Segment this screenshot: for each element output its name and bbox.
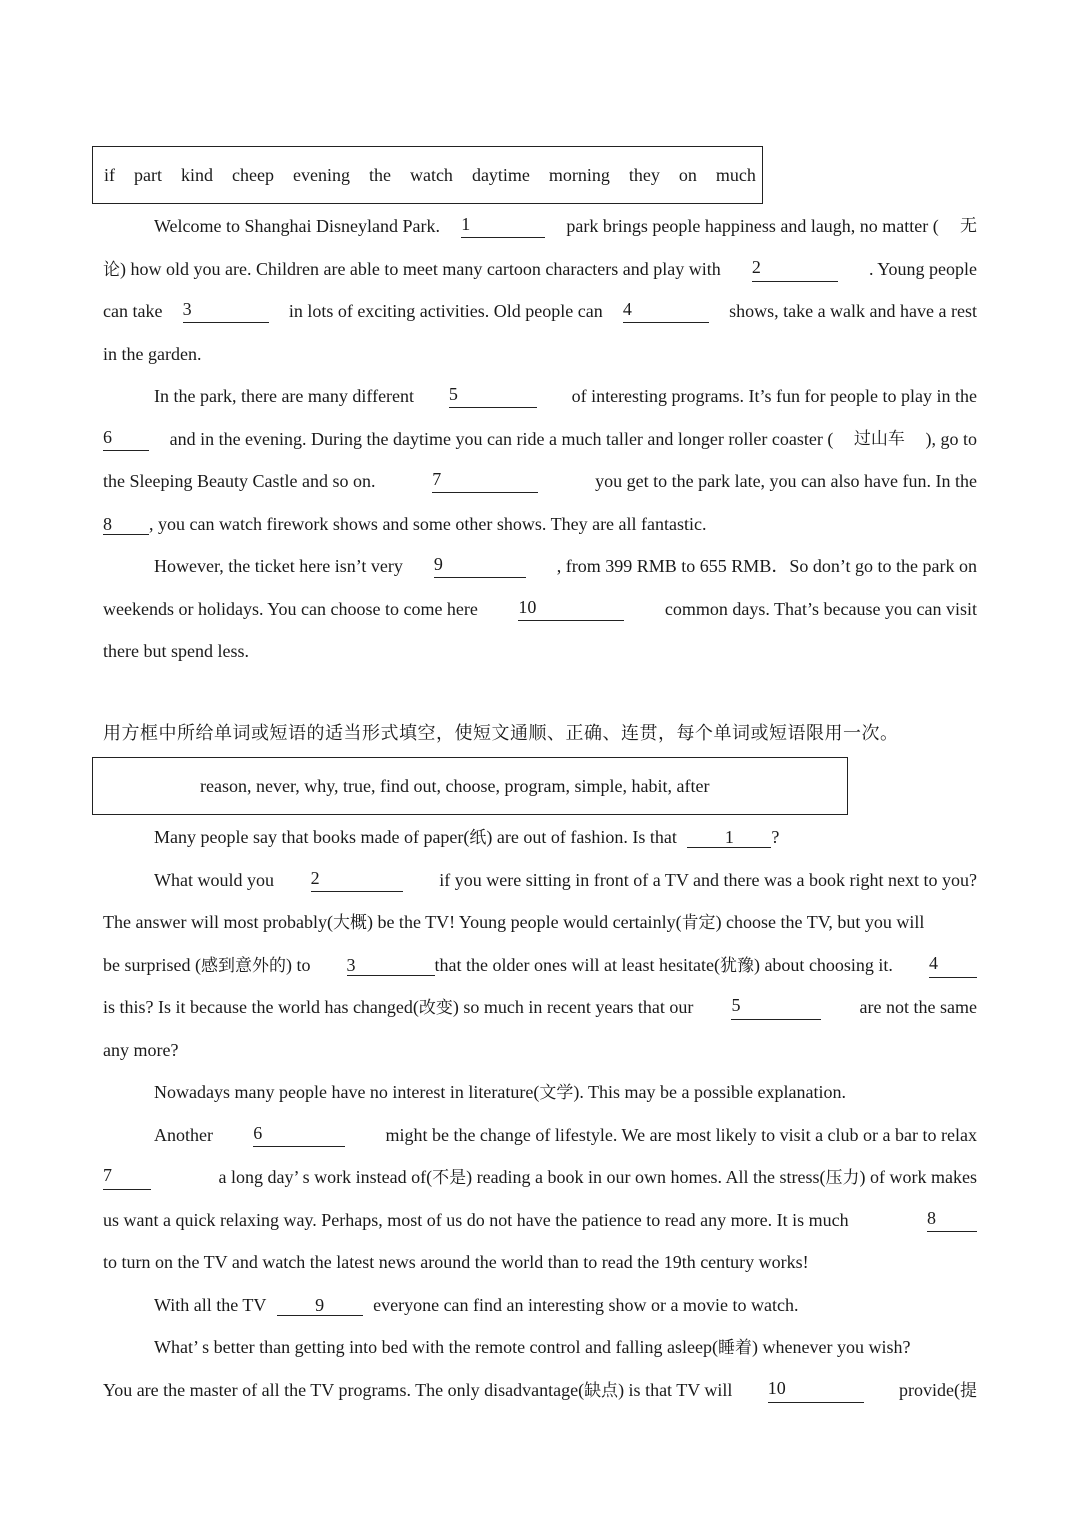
passage-line: in the garden. xyxy=(103,344,202,364)
passage-line: However, the ticket here isn’t very 9 , from 399 RMB to 655 RMB．So don’t go to the park on xyxy=(154,554,977,576)
passage-line: 6 and in the evening. During the daytime you can ride a much taller and longer roller coaster ( 过山车 ), go to xyxy=(103,427,977,449)
word-box-item: on xyxy=(678,164,697,185)
passage-line: Many people say that books made of paper(纸) are out of fashion. Is that 1 ? xyxy=(154,827,780,848)
passage-line: What’ s better than getting into bed with the remote control and falling asleep(睡着) whenever you wish? xyxy=(154,1337,911,1358)
passage-line: any more? xyxy=(103,1040,179,1060)
passage-line: us want a quick relaxing way. Perhaps, most of us do not have the patience to read any more. It is much 8 xyxy=(103,1208,977,1232)
word-box-item: daytime xyxy=(471,164,530,185)
passage-line: weekends or holidays. You can choose to come here 10 common days. That’s because you can visit xyxy=(103,597,977,619)
passage-line: Nowadays many people have no interest in literature(文学). This may be a possible explanation. xyxy=(154,1082,846,1103)
word-box-item: much xyxy=(715,164,756,185)
word-box-item: evening xyxy=(292,164,350,185)
passage-line: 7 a long day’ s work instead of(不是) reading a book in our own homes. All the stress(压力) of work makes xyxy=(103,1165,977,1188)
instruction-text: 用方框中所给单词或短语的适当形式填空，使短文通顺、正确、连贯，每个单词或短语限用一次。 xyxy=(103,723,899,744)
word-box-2 xyxy=(92,757,848,815)
passage-line: be surprised (感到意外的) to 3 that the older ones will at least hesitate(犹豫) about choosing it. 4 xyxy=(103,953,977,978)
passage-line: You are the master of all the TV programs. The only disadvantage(缺点) is that TV will 10 provide(提 xyxy=(103,1378,977,1401)
passage-line: can take 3 in lots of exciting activities. Old people can 4 shows, take a walk and have a rest xyxy=(103,299,977,321)
passage-line: What would you 2 if you were sitting in front of a TV and there was a book right next to you? xyxy=(154,868,977,890)
word-box-item: morning xyxy=(548,164,610,185)
word-box-item: cheep xyxy=(232,164,274,185)
blank[interactable]: 3 xyxy=(183,299,269,323)
blank[interactable]: 5 xyxy=(731,995,821,1020)
passage-line: to turn on the TV and watch the latest news around the world than to read the 19th century works! xyxy=(103,1252,809,1272)
blank[interactable]: 2 xyxy=(311,868,403,892)
word-box-item: if xyxy=(104,164,115,185)
word-box-item: kind xyxy=(180,164,213,185)
blank[interactable]: 3 xyxy=(347,955,435,976)
passage-line: there but spend less. xyxy=(103,641,249,661)
blank[interactable]: 1 xyxy=(461,214,545,238)
passage-line: 8 , you can watch firework shows and some other shows. They are all fantastic. xyxy=(103,514,707,534)
passage-line: Welcome to Shanghai Disneyland Park. 1 park brings people happiness and laugh, no matter ( 无 xyxy=(154,214,977,236)
blank[interactable]: 2 xyxy=(752,257,838,282)
blank[interactable]: 4 xyxy=(929,953,977,978)
passage-line: In the park, there are many different 5 of interesting programs. It’s fun for people to play in the xyxy=(154,384,977,406)
blank[interactable]: 9 xyxy=(434,554,526,578)
word-box-list: reason, never, why, true, find out, choose, program, simple, habit, after xyxy=(200,775,710,796)
passage-line: Another 6 might be the change of lifestyle. We are most likely to visit a club or a bar to relax xyxy=(154,1123,977,1145)
word-box-item: they xyxy=(628,164,660,185)
word-box-item: the xyxy=(368,164,391,185)
blank[interactable]: 4 xyxy=(623,299,709,323)
passage-line: is this? Is it because the world has changed(改变) so much in recent years that our 5 are not the same xyxy=(103,995,977,1018)
word-box-1 xyxy=(92,146,763,204)
word-box-item: part xyxy=(134,164,162,185)
blank[interactable]: 5 xyxy=(449,384,537,408)
blank[interactable]: 10 xyxy=(518,597,624,621)
passage-line: With all the TV 9 everyone can find an interesting show or a movie to watch. xyxy=(154,1295,799,1315)
passage-line: The answer will most probably(大概) be the TV! Young people would certainly(肯定) choose the TV, but you will xyxy=(103,912,925,933)
passage-line: 论) how old you are. Children are able to meet many cartoon characters and play with 2 . Young people xyxy=(103,257,977,280)
passage-line: the Sleeping Beauty Castle and so on. 7 you get to the park late, you can also have fun. In the xyxy=(103,469,977,491)
blank[interactable]: 7 xyxy=(432,469,538,493)
blank[interactable]: 6 xyxy=(253,1123,345,1147)
blank[interactable]: 8 xyxy=(103,514,149,535)
word-box-item: watch xyxy=(409,164,453,185)
blank[interactable]: 6 xyxy=(103,427,149,451)
blank[interactable]: 7 xyxy=(103,1165,151,1190)
blank[interactable]: 9 xyxy=(277,1295,363,1316)
blank[interactable]: 10 xyxy=(768,1378,864,1403)
blank[interactable]: 8 xyxy=(927,1208,977,1232)
blank[interactable]: 1 xyxy=(687,827,771,848)
